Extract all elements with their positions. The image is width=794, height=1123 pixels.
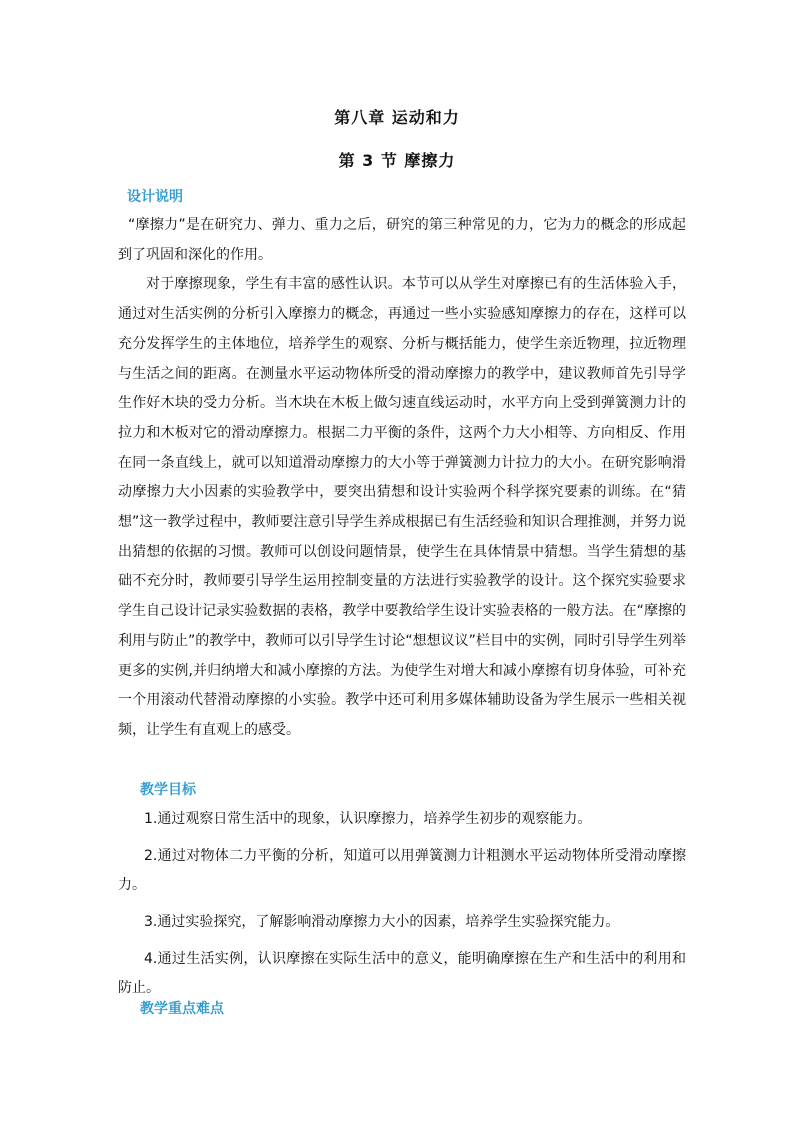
objectives-list xyxy=(118,805,686,1011)
objective-item: 3.通过实验探究，了解影响滑动摩擦力大小的因素，培养学生实验探究能力。 xyxy=(144,914,620,930)
design-notes-body xyxy=(118,211,686,746)
objective-item: 4.通过生活实例，认识摩擦在实际生活中的意义，能明确摩擦在生产和生活中的利用和防止。 xyxy=(118,951,686,996)
design-notes-paragraph: 对于摩擦现象，学生有丰富的感性认识。本节可以从学生对摩擦已有的生活体验入手，通过对生活实例的分析引入摩擦力的概念，再通过一些小实验感知摩擦力的存在，这样可以充分发挥学生的主体地位，培养学生的观察、分析与概括能力，使学生亲近物理，拉近物理与生活之间的距离。在测量水平运动物体所受的滑动摩擦力的教学中，建议教师首先引导学生作好木块的受力分析。当木块在木板上做匀速直线运动时，水平方向上受到弹簧测力计的拉力和木板对它的滑动摩擦力。根据二力平衡的条件，这两个力大小相等、方向相反、作用在同一条直线上，就可以知道滑动摩擦力的大小等于弹簧测力计拉力的大小。在研究影响滑动摩擦力大小因素的实验教学中，要突出猜想和设计实验两个科学探究要素的训练。在“猜想”这一教学过程中，教师要注意引导学生养成根据已有生活经验和知识合理推测，并努力说出猜想的依据的习惯。教师可以创设问题情景，使学生在具体情景中猜想。当学生猜想的基础不充分时，教师要引导学生运用控制变量的方法进行实验教学的设计。这个探究实验要求学生自己设计记录实验数据的表格，教学中要教给学生设计实验表格的一般方法。在“摩擦的利用与防止”的教学中，教师可以引导学生讨论“想想议议”栏目中的实例，同时引导学生列举更多的实例,并归纳增大和减小摩擦的方法。为使学生对增大和减小摩擦有切身体验，可补充一个用滚动代替滑动摩擦的小实验。教学中还可利用多媒体辅助设备为学生展示一些相关视频，让学生有直观上的感受。 xyxy=(118,276,686,738)
chapter-title: 第八章 运动和力 xyxy=(334,108,460,127)
objectives-heading: 教学目标 xyxy=(140,782,196,798)
key-points-heading: 教学重点难点 xyxy=(140,1001,224,1017)
objective-item: 1.通过观察日常生活中的现象，认识摩擦力，培养学生初步的观察能力。 xyxy=(144,811,592,827)
objective-item: 2.通过对物体二力平衡的分析，知道可以用弹簧测力计粗测水平运动物体所受滑动摩擦力。 xyxy=(118,848,686,893)
section-title: 第 3 节 摩擦力 xyxy=(338,151,456,170)
design-notes-paragraph: “摩擦力”是在研究力、弹力、重力之后，研究的第三种常见的力，它为力的概念的形成起到了巩固和深化的作用。 xyxy=(118,217,686,263)
design-notes-heading: 设计说明 xyxy=(127,189,183,205)
